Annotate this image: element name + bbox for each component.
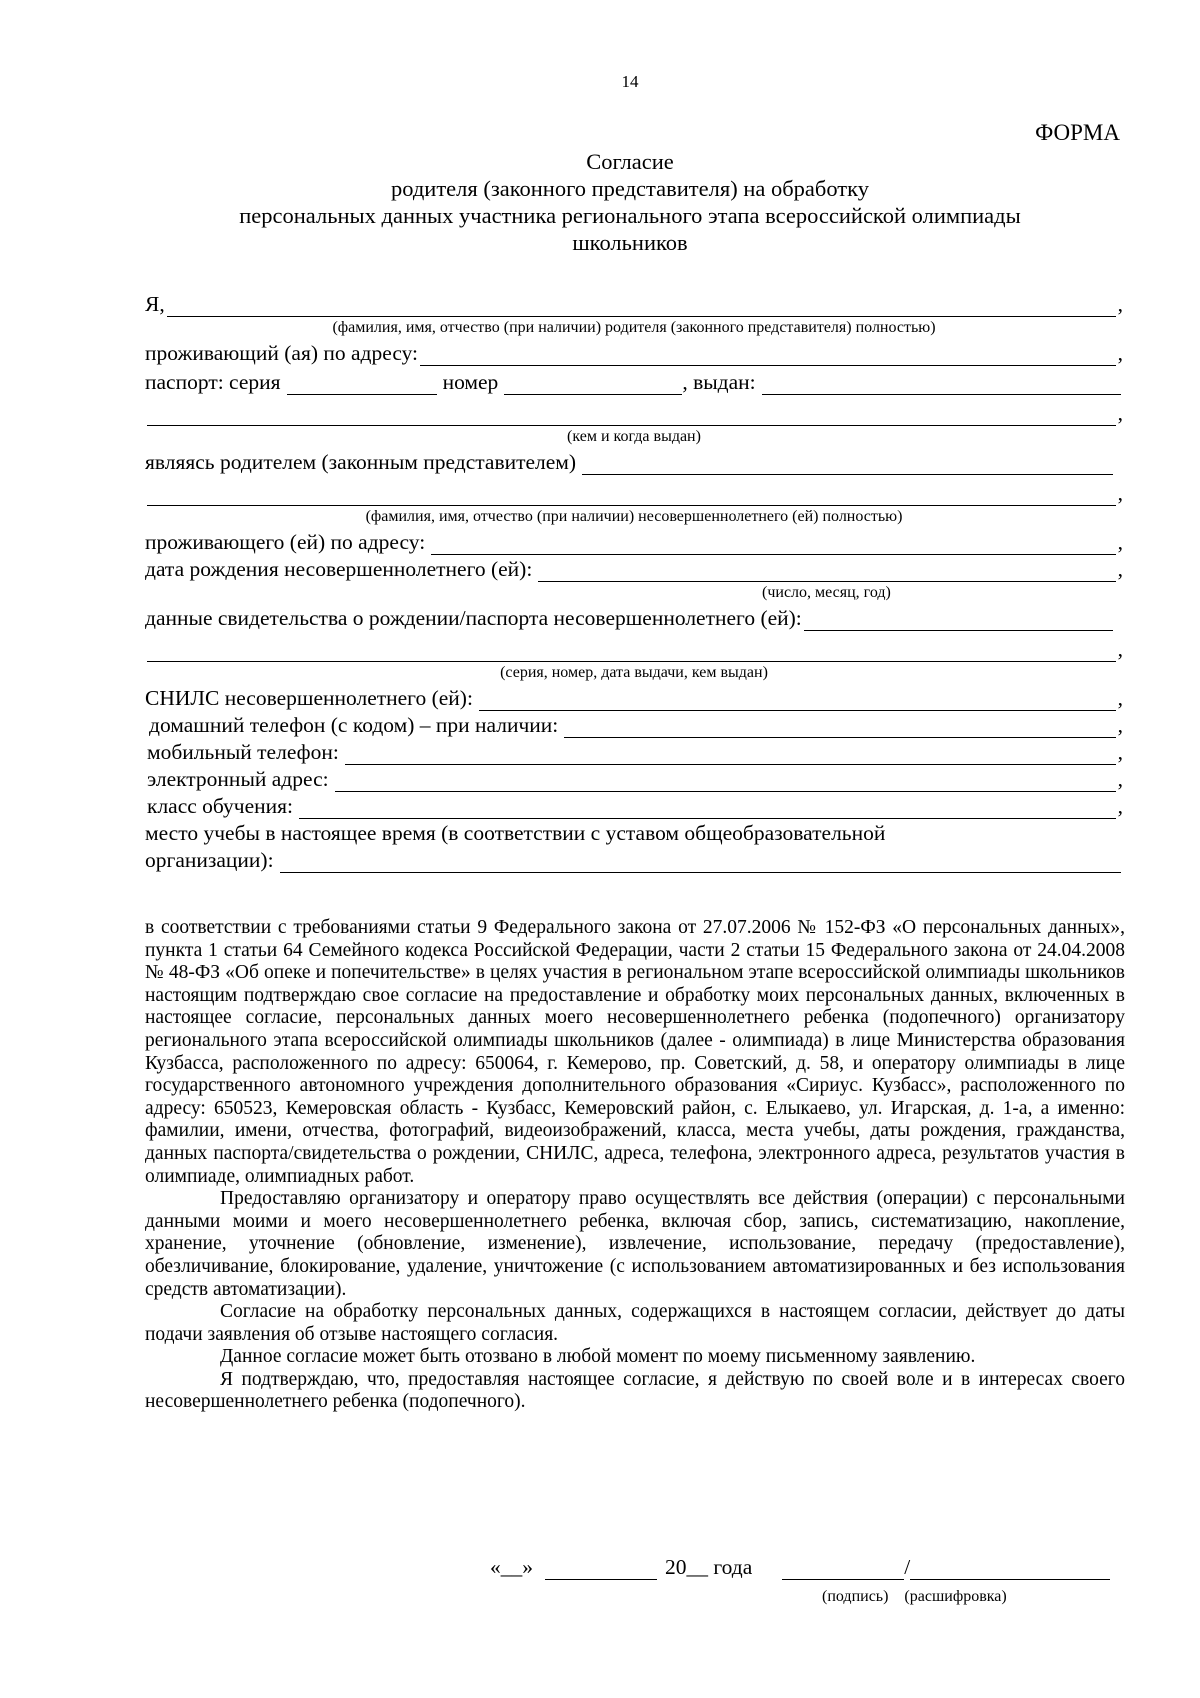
minor-name-field[interactable] bbox=[582, 455, 1113, 475]
passport-number-field[interactable] bbox=[504, 375, 682, 395]
signature-row bbox=[490, 1555, 1130, 1580]
minor-birthdate-field[interactable] bbox=[538, 562, 1115, 582]
passport-issued-label: , выдан: bbox=[682, 370, 756, 394]
passport-issued-row bbox=[145, 399, 1123, 426]
comma: , bbox=[1117, 292, 1123, 316]
consent-paragraph-2: Предоставляю организатору и оператору право осуществлять все действия (операции) с персональными данными моими и моего несовершеннолетнего ребенка, включая сбор, запись, систематизацию, накопление, хранение, уточнение (обновление, изменение), извлечение, использование, передачу (предоставление), обезличивание, блокирование, удаление, уничтожение (с использованием автоматизированных и без использования средств автоматизации). bbox=[145, 1188, 1125, 1300]
signature-hints bbox=[822, 1588, 1007, 1606]
minor-address-field[interactable] bbox=[431, 535, 1115, 555]
title-line-2: родителя (законного представителя) на обработку bbox=[390, 176, 869, 201]
sign-hint: (подпись) bbox=[822, 1588, 889, 1605]
parent-address-row bbox=[145, 339, 1123, 366]
consent-fields bbox=[145, 290, 1123, 873]
mobile-phone-row bbox=[145, 738, 1123, 765]
grade-row bbox=[145, 792, 1123, 819]
consent-paragraph-1: в соответствии с требованиями статьи 9 Федерального закона от 27.07.2006 № 152-ФЗ «О персональных данных», пункта 1 статьи 64 Семейного кодекса Российской Федерации, части 2 статьи 15 Федерального закона от 24.04.2008 № 48-ФЗ «Об опеке и попечительстве» в целях участия в региональном этапе всероссийской олимпиады школьников настоящим подтверждаю свое согласие на предоставление и обработку моих персональных данных, включенных в настоящее согласие, персональных данных моего несовершеннолетнего ребенка (подопечного) организатору регионального этапа всероссийской олимпиады школьников (далее - олимпиада) в лице Министерства образования Кузбасса, расположенного по адресу: 650064, г. Кемерово, пр. Советский, д. 58, и оператору олимпиады в лице государственного автономного учреждения дополнительного образования «Сириус. Кузбасс», расположенного по адресу: 650523, Кемеровская область - Кузбасс, Кемеровский район, с. Елыкаево, ул. Игарская, д. 1-а, а именно: фамилии, имени, отчества, фотографий, видеоизображений, класса, места учебы, даты рождения, гражданства, данных паспорта/свидетельства о рождении, СНИЛС, адреса, телефона, электронного адреса, результатов участия в олимпиаде, олимпиадных работ. bbox=[145, 917, 1125, 1187]
comma: , bbox=[1117, 686, 1123, 710]
passport-issued-field[interactable] bbox=[762, 375, 1121, 395]
minor-certificate-continued-row bbox=[145, 635, 1123, 662]
consent-paragraph-3: Согласие на обработку персональных данных, содержащихся в настоящем согласии, действует до даты подачи заявления об отзыве настоящего согласия. bbox=[145, 1301, 1125, 1345]
consent-body bbox=[145, 917, 1125, 1414]
comma: , bbox=[1117, 794, 1123, 818]
comma: , bbox=[1117, 481, 1123, 505]
consent-paragraph-5: Я подтверждаю, что, предоставляя настоящее согласие, я действую по своей воле и в интересах своего несовершеннолетнего ребенка (подопечного). bbox=[145, 1368, 1125, 1413]
study-place-label-continued: организации): bbox=[145, 848, 274, 872]
parent-name-hint: (фамилия, имя, отчество (при наличии) родителя (законного представителя) полностью) bbox=[332, 319, 936, 336]
snils-field[interactable] bbox=[479, 691, 1116, 711]
minor-name-hint: (фамилия, имя, отчество (при наличии) несовершеннолетнего (ей) полностью) bbox=[365, 508, 903, 525]
title-line-1: Согласие bbox=[586, 149, 674, 174]
passport-series-label: паспорт: серия bbox=[145, 370, 281, 394]
title-line-3: персональных данных участника регионального этапа всероссийской олимпиады bbox=[239, 203, 1021, 228]
email-label: электронный адрес: bbox=[147, 767, 329, 791]
title-line-4: школьников bbox=[572, 230, 688, 255]
comma: , bbox=[1117, 767, 1123, 791]
study-place-label: место учебы в настоящее время (в соответствии с уставом общеобразовательной bbox=[145, 821, 886, 845]
minor-address-row bbox=[145, 528, 1123, 555]
being-parent-row bbox=[145, 448, 1123, 475]
signature-month-field[interactable] bbox=[545, 1560, 657, 1580]
signature-year: 20__ года bbox=[665, 1555, 753, 1579]
home-phone-label: домашний телефон (с кодом) – при наличии: bbox=[149, 713, 559, 737]
minor-certificate-label: данные свидетельства о рождении/паспорта несовершеннолетнего (ей): bbox=[145, 606, 802, 630]
consent-paragraph-4: Данное согласие может быть отозвано в любой момент по моему письменному заявлению. bbox=[220, 1346, 976, 1368]
mobile-phone-label: мобильный телефон: bbox=[147, 740, 339, 764]
comma: , bbox=[1117, 713, 1123, 737]
comma: , bbox=[1117, 530, 1123, 554]
address-label: проживающий (ая) по адресу: bbox=[145, 341, 419, 365]
study-place-row bbox=[145, 819, 1123, 846]
comma: , bbox=[1117, 341, 1123, 365]
home-phone-row bbox=[145, 711, 1123, 738]
home-phone-field[interactable] bbox=[564, 718, 1115, 738]
certificate-hint: (серия, номер, дата выдачи, кем выдан) bbox=[500, 664, 768, 681]
form-label: ФОРМА bbox=[1035, 120, 1120, 145]
passport-issued-by-field[interactable] bbox=[147, 406, 1116, 426]
snils-label: СНИЛС несовершеннолетнего (ей): bbox=[145, 686, 473, 710]
comma: , bbox=[1117, 401, 1123, 425]
document-title bbox=[145, 148, 1115, 256]
grade-label: класс обучения: bbox=[147, 794, 294, 818]
study-place-field[interactable] bbox=[280, 853, 1121, 873]
birthdate-hint: (число, месяц, год) bbox=[762, 584, 891, 601]
parent-name-field[interactable] bbox=[167, 297, 1116, 317]
signature-day: «__» bbox=[490, 1555, 533, 1579]
passport-number-label: номер bbox=[442, 370, 499, 394]
email-row bbox=[145, 765, 1123, 792]
snils-row bbox=[145, 684, 1123, 711]
i-label: Я, bbox=[145, 292, 165, 316]
signature-slash: / bbox=[904, 1555, 911, 1579]
minor-certificate-continued-field[interactable] bbox=[147, 642, 1116, 662]
comma: , bbox=[1117, 637, 1123, 661]
comma: , bbox=[1117, 557, 1123, 581]
decode-hint: (расшифровка) bbox=[904, 1588, 1007, 1605]
email-field[interactable] bbox=[335, 772, 1116, 792]
minor-certificate-field[interactable] bbox=[804, 611, 1113, 631]
minor-name-continued-field[interactable] bbox=[147, 486, 1116, 506]
signature-sign-field[interactable] bbox=[782, 1560, 904, 1580]
study-place-continued-row bbox=[145, 846, 1123, 873]
being-parent-label: являясь родителем (законным представителем) bbox=[145, 450, 577, 474]
minor-certificate-row bbox=[145, 604, 1123, 631]
parent-name-row bbox=[145, 290, 1123, 317]
grade-field[interactable] bbox=[299, 799, 1116, 819]
issued-hint: (кем и когда выдан) bbox=[567, 428, 701, 445]
mobile-phone-field[interactable] bbox=[345, 745, 1116, 765]
page-number: 14 bbox=[621, 72, 639, 91]
minor-birthdate-row bbox=[145, 555, 1123, 582]
comma: , bbox=[1117, 740, 1123, 764]
signature-decode-field[interactable] bbox=[910, 1560, 1110, 1580]
parent-address-field[interactable] bbox=[420, 346, 1116, 366]
passport-series-field[interactable] bbox=[287, 375, 437, 395]
minor-address-label: проживающего (ей) по адресу: bbox=[145, 530, 426, 554]
passport-row bbox=[145, 368, 1123, 395]
minor-birthdate-label: дата рождения несовершеннолетнего (ей): bbox=[145, 557, 533, 581]
minor-name-row bbox=[145, 479, 1123, 506]
